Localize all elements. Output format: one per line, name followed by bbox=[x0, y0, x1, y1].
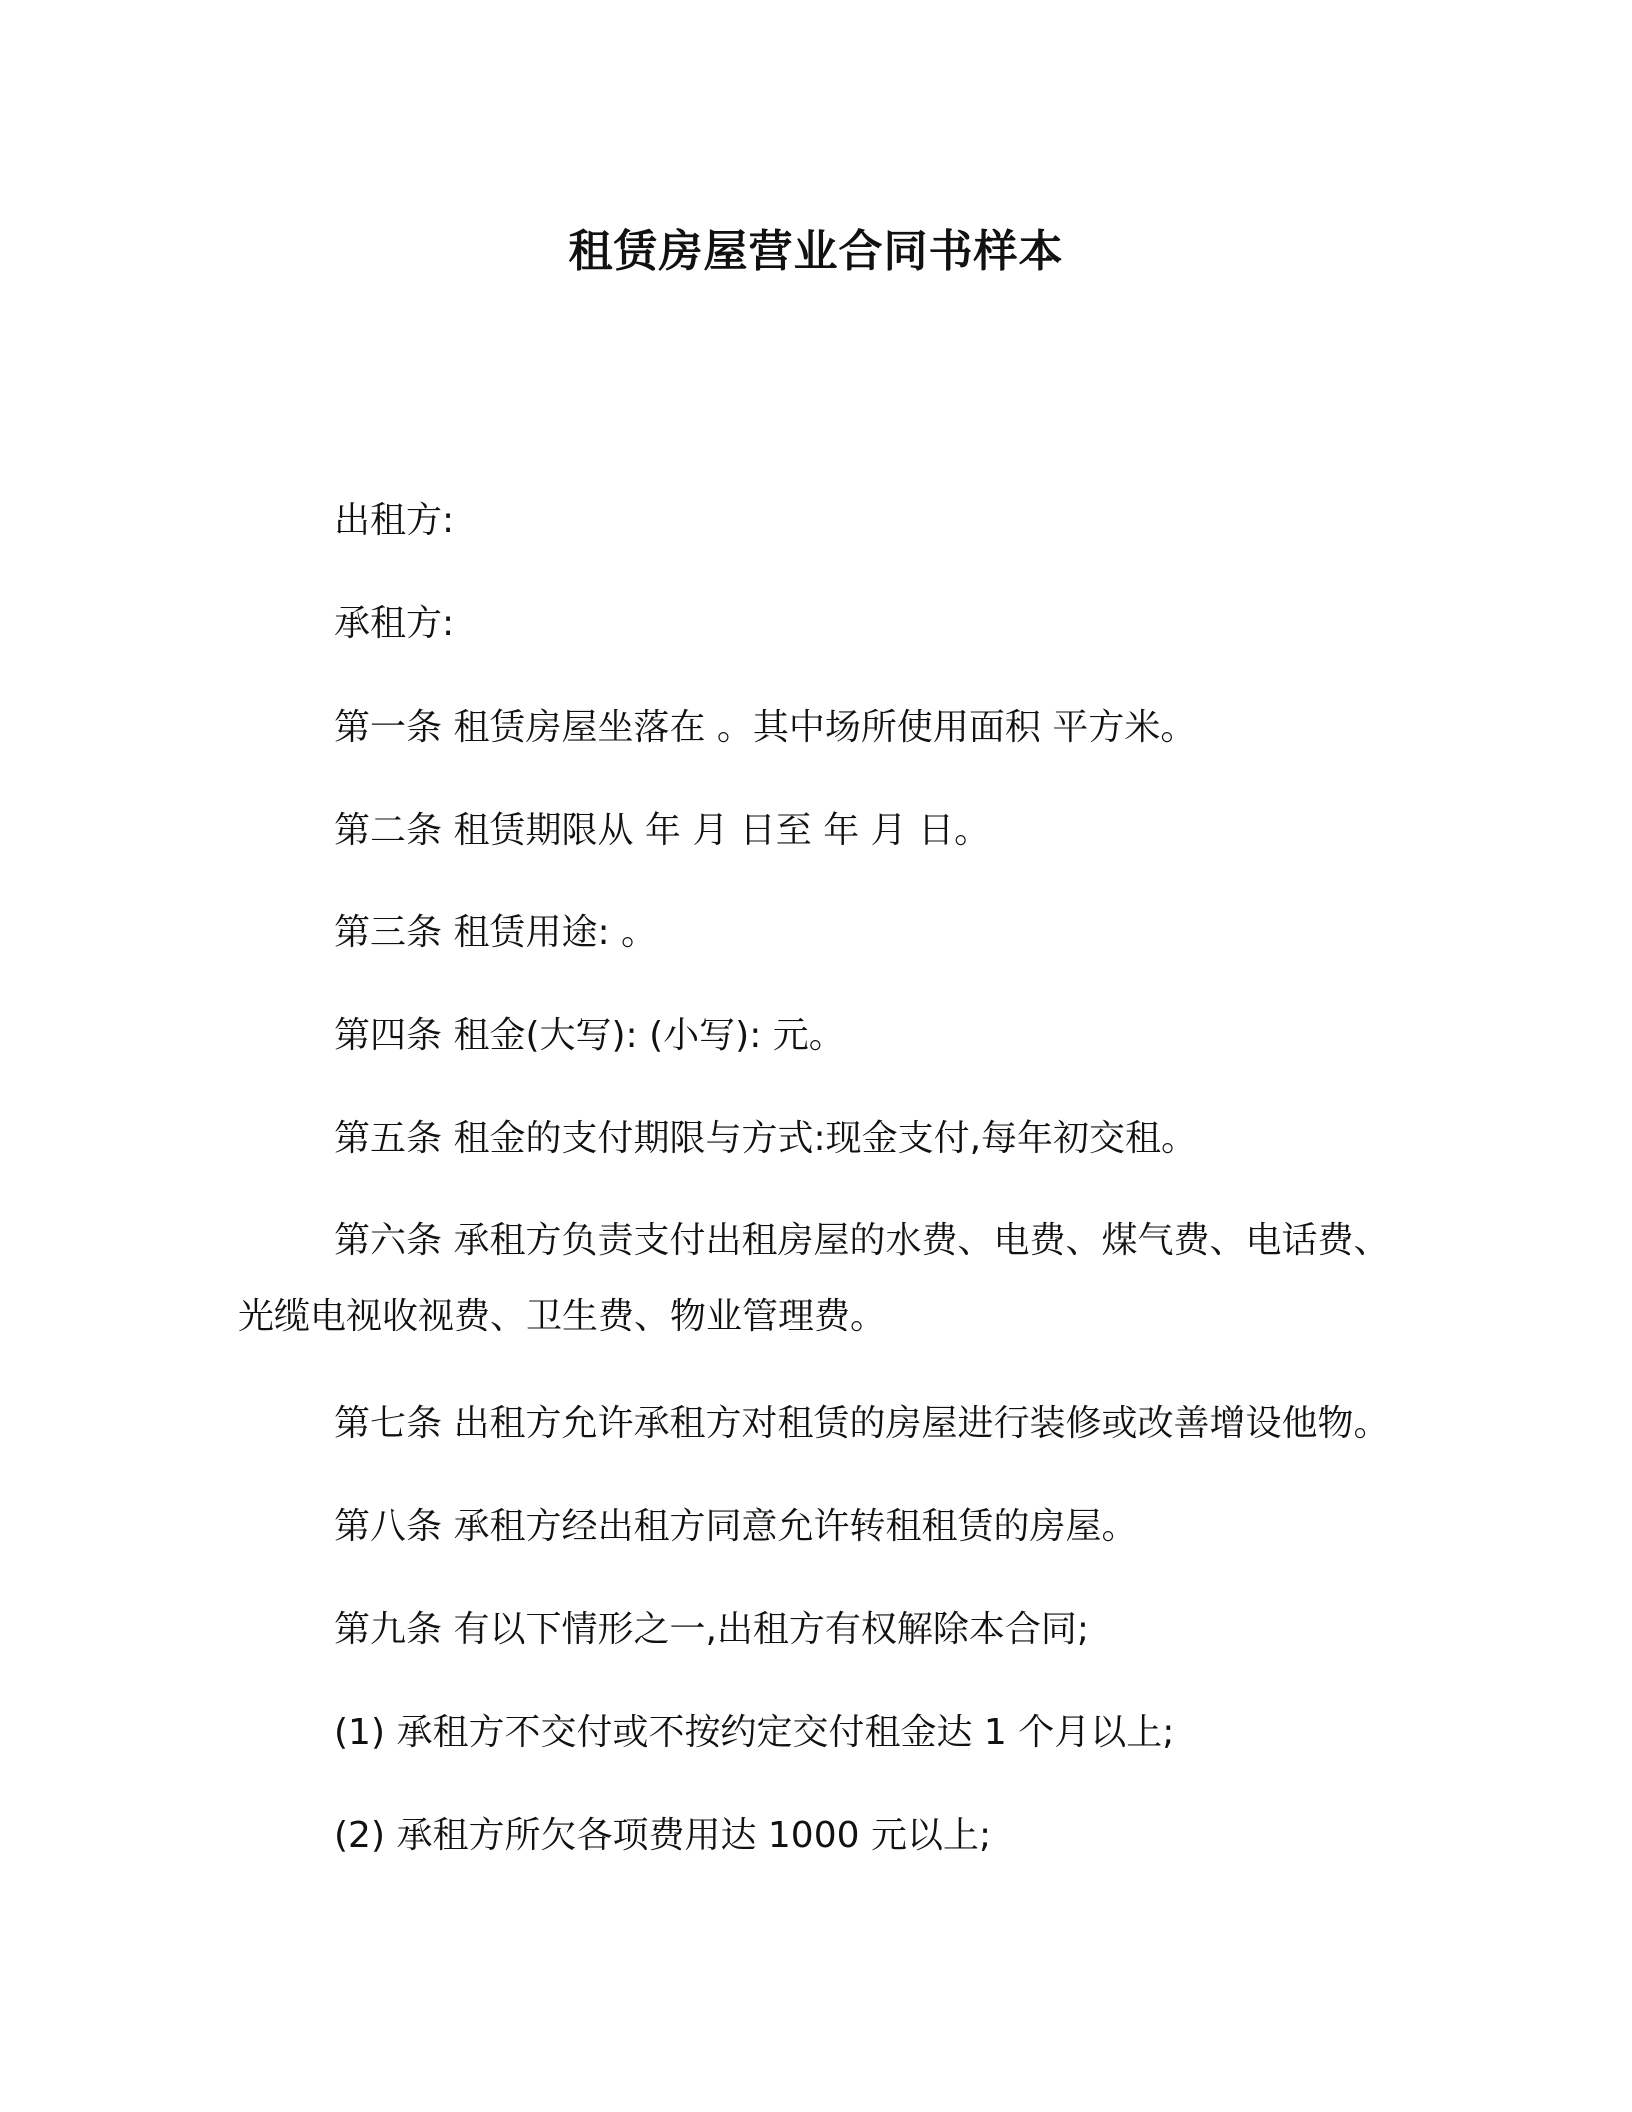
clause-5: 第五条 租金的支付期限与方式:现金支付,每年初交租。 bbox=[334, 1118, 1198, 1159]
list-item: (1) 承租方不交付或不按约定交付租金达 1 个月以上; bbox=[334, 1712, 1175, 1753]
clause-3: 第三条 租赁用途: 。 bbox=[334, 912, 658, 953]
clause-9: 第九条 有以下情形之一,出租方有权解除本合同; bbox=[334, 1609, 1090, 1650]
document-title: 租赁房屋营业合同书样本 bbox=[568, 226, 1064, 277]
clause-1: 第一条 租赁房屋坐落在 。其中场所使用面积 平方米。 bbox=[334, 707, 1197, 748]
clause-7: 第七条 出租方允许承租方对租赁的房屋进行装修或改善增设他物。 bbox=[334, 1403, 1390, 1444]
list-item: (2) 承租方所欠各项费用达 1000 元以上; bbox=[334, 1815, 992, 1856]
lessor-label: 出租方: bbox=[334, 500, 455, 541]
lessee-label: 承租方: bbox=[334, 603, 455, 644]
clause-4: 第四条 租金(大写): (小写): 元。 bbox=[334, 1015, 845, 1056]
clause-6: 第六条 承租方负责支付出租房屋的水费、电费、煤气费、电话费、光缆电视收视费、卫生费、物业管理费。 bbox=[238, 1220, 1390, 1337]
clause-2: 第二条 租赁期限从 年 月 日至 年 月 日。 bbox=[334, 810, 991, 851]
clause-8: 第八条 承租方经出租方同意允许转租租赁的房屋。 bbox=[334, 1506, 1138, 1547]
